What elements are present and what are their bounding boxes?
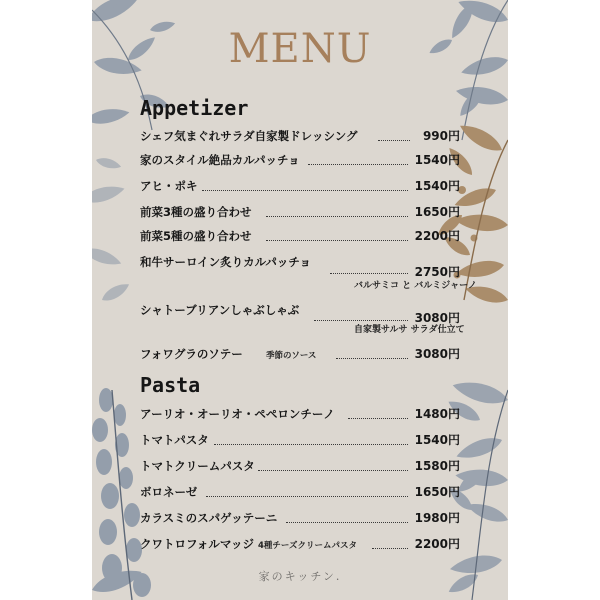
menu-item — [140, 198, 460, 224]
menu-item — [140, 530, 460, 556]
dot-leader — [214, 444, 408, 445]
dot-leader — [258, 470, 408, 471]
dot-leader — [348, 418, 408, 419]
menu-item — [140, 222, 460, 248]
item-price: 2750円 — [414, 265, 460, 279]
item-price: 1650円 — [414, 485, 460, 499]
item-name: アーリオ・オーリオ・ペペロンチーノ — [140, 407, 335, 421]
menu-item — [140, 146, 460, 172]
item-price: 1980円 — [414, 511, 460, 525]
item-price: 3080円 — [414, 311, 460, 325]
item-name: シャトーブリアンしゃぶしゃぶ — [140, 303, 300, 317]
item-sub-description: 自家製サルサ サラダ仕立て — [354, 325, 465, 335]
item-name: ボロネーゼ — [140, 485, 198, 499]
menu-item — [140, 400, 460, 426]
item-note: 季節のソース — [266, 351, 317, 361]
dot-leader — [336, 358, 408, 359]
menu-item — [140, 248, 460, 279]
item-price: 1480円 — [414, 407, 460, 421]
menu-item — [140, 504, 460, 530]
item-price: 1540円 — [414, 153, 460, 167]
item-price: 1650円 — [414, 205, 460, 219]
item-name: アヒ・ポキ — [140, 179, 198, 193]
dot-leader — [378, 140, 410, 141]
menu-item — [140, 172, 460, 198]
item-name: シェフ気まぐれサラダ自家製ドレッシング — [140, 129, 358, 143]
item-price: 1580円 — [414, 459, 460, 473]
item-name: 和牛サーロイン炙りカルパッチョ — [140, 255, 312, 269]
menu-item — [140, 426, 460, 452]
item-price: 1540円 — [414, 433, 460, 447]
item-name: トマトパスタ — [140, 433, 209, 447]
item-price: 1540円 — [414, 179, 460, 193]
menu-item — [140, 340, 460, 366]
dot-leader — [266, 216, 408, 217]
menu-item — [140, 122, 460, 148]
item-name: 前菜3種の盛り合わせ — [140, 205, 252, 219]
menu-card — [92, 0, 508, 600]
item-note: 4種チーズクリームパスタ — [258, 541, 357, 551]
item-name: カラスミのスパゲッテーニ — [140, 511, 278, 525]
item-name: 前菜5種の盛り合わせ — [140, 229, 252, 243]
dot-leader — [206, 496, 408, 497]
dot-leader — [308, 164, 408, 165]
menu-item — [140, 478, 460, 504]
item-price: 2200円 — [414, 537, 460, 551]
appetizer-heading: Appetizer — [140, 96, 249, 120]
menu-item — [140, 296, 460, 325]
item-name: フォワグラのソテー — [140, 347, 243, 361]
item-price: 3080円 — [414, 347, 460, 361]
item-name: トマトクリームパスタ — [140, 459, 255, 473]
dot-leader — [266, 240, 408, 241]
item-sub-description: バルサミコ と バルミジャーノ — [354, 281, 477, 291]
dot-leader — [372, 548, 408, 549]
item-price: 990円 — [422, 129, 460, 143]
pasta-heading: Pasta — [140, 373, 201, 397]
menu-item — [140, 452, 460, 478]
footer-signature: 家のキッチン. — [258, 570, 342, 583]
dot-leader — [286, 522, 408, 523]
dot-leader — [330, 273, 408, 274]
item-price: 2200円 — [414, 229, 460, 243]
item-name: 家のスタイル絶品カルパッチョ — [140, 153, 300, 167]
dot-leader — [314, 320, 408, 321]
dot-leader — [202, 190, 408, 191]
item-name: クワトロフォルマッジ — [140, 537, 254, 551]
menu-title: MENU — [228, 26, 372, 72]
